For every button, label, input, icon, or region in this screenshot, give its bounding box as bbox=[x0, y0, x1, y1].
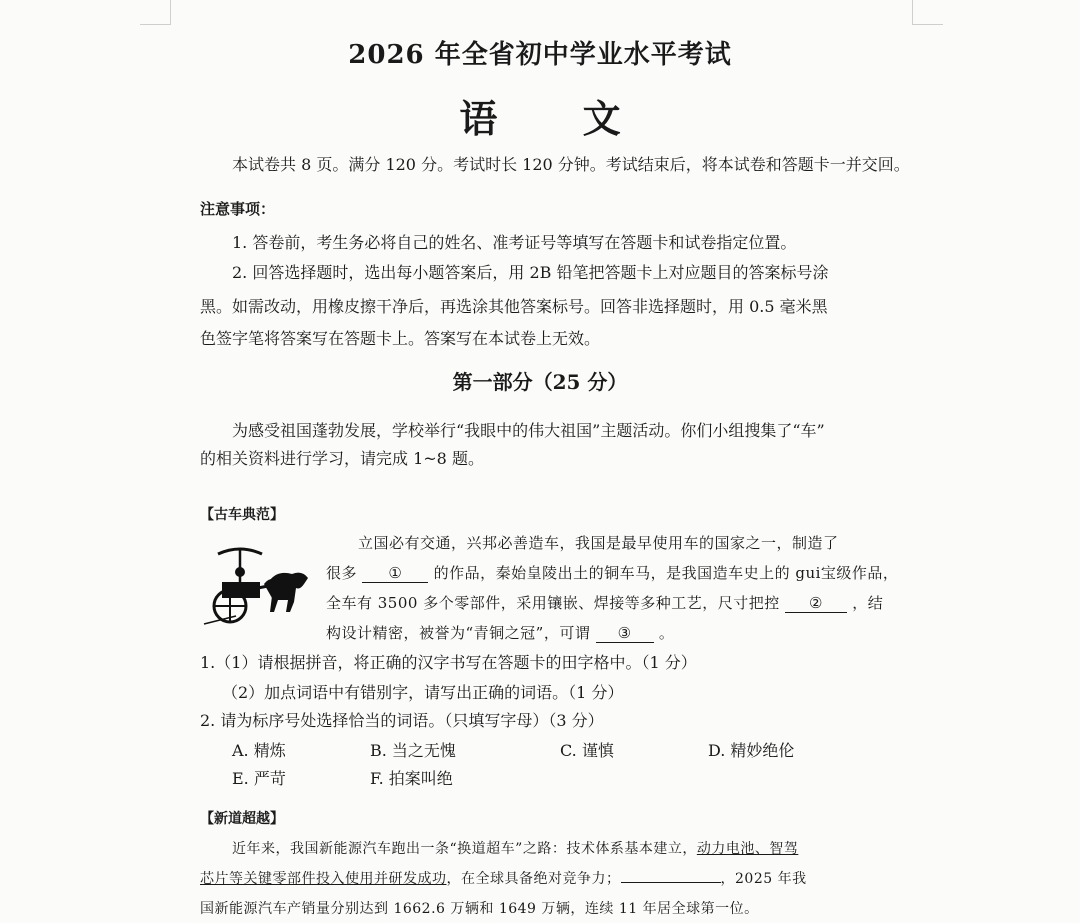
activity-line-1: 为感受祖国蓬勃发展，学校举行“我眼中的伟大祖国”主题活动。你们小组搜集了“车” bbox=[232, 421, 825, 440]
blank-2: ② bbox=[785, 594, 847, 613]
new-road-line-1-start: 近年来，我国新能源汽车跑出一条“换道超车”之路：技术体系基本建立， bbox=[232, 841, 697, 857]
new-road-line-2-end: ，2025 年我 bbox=[720, 871, 807, 887]
subject-title: 语 文 bbox=[459, 96, 657, 141]
crop-mark-left bbox=[140, 0, 171, 25]
new-road-line-1-underlined: 动力电池、智驾 bbox=[696, 841, 799, 857]
option-a: A. 精炼 bbox=[232, 741, 286, 760]
question-1-part-1: 1.（1）请根据拼音，将正确的汉字书写在答题卡的田字格中。（1 分） bbox=[200, 653, 697, 672]
exam-title: 2026 年全省初中学业水平考试 bbox=[348, 40, 732, 70]
section-title: 第一部分（25 分） bbox=[452, 370, 628, 394]
question-2: 2. 请为标序号处选择恰当的词语。（只填写字母）（3 分） bbox=[200, 711, 604, 730]
notes-item-2-line-2: 黑。如需改动，用橡皮擦干净后，再选涂其他答案标号。回答非选择题时，用 0.5 毫米黑 bbox=[200, 297, 828, 316]
ancient-line-2-end: 的作品，秦始皇陵出土的铜车马，是我国造车史上的 gui宝级作品， bbox=[433, 564, 899, 582]
option-b: B. 当之无愧 bbox=[370, 741, 456, 760]
notes-heading: 注意事项： bbox=[200, 200, 276, 218]
bronze-chariot-illustration bbox=[200, 540, 315, 630]
new-road-line-2-middle: ，在全球具备绝对竞争力； bbox=[446, 871, 621, 887]
new-road-line-2-underlined: 芯片等关键零部件投入使用并研发成功 bbox=[200, 871, 447, 887]
ancient-line-2 bbox=[326, 562, 898, 583]
notes-item-2-line-3: 色签字笔将答案写在答题卡上。答案写在本试卷上无效。 bbox=[200, 329, 601, 348]
option-f: F. 拍案叫绝 bbox=[370, 769, 453, 788]
ancient-line-1: 立国必有交通，兴邦必善造车，我国是最早使用车的国家之一，制造了 bbox=[358, 534, 839, 552]
notes-item-1: 1. 答卷前，考生务必将自己的姓名、准考证号等填写在答题卡和试卷指定位置。 bbox=[232, 233, 797, 252]
new-road-line-2 bbox=[200, 868, 807, 888]
ancient-line-3-start: 全车有 3500 多个零部件，采用镶嵌、焊接等多种工艺，尺寸把控 bbox=[326, 594, 780, 612]
ancient-line-4-end: 。 bbox=[658, 624, 675, 642]
ancient-line-4 bbox=[326, 622, 674, 643]
crop-mark-right bbox=[912, 0, 943, 25]
ancient-heading: 【古车典范】 bbox=[200, 507, 284, 523]
ancient-line-3-end: ，结 bbox=[852, 594, 884, 612]
activity-line-2: 的相关资料进行学习，请完成 1~8 题。 bbox=[200, 449, 484, 468]
notes-item-2-line-1: 2. 回答选择题时，选出每小题答案后，用 2B 铅笔把答题卡上对应题目的答案标号涂 bbox=[232, 263, 829, 282]
question-1-part-2: （2）加点词语中有错别字，请写出正确的词语。（1 分） bbox=[222, 683, 624, 702]
new-road-line-1 bbox=[232, 838, 798, 858]
answer-blank bbox=[621, 882, 721, 883]
ancient-line-4-start: 构设计精密，被誉为“青铜之冠”，可谓 bbox=[326, 624, 591, 642]
new-road-heading: 【新道超越】 bbox=[200, 811, 284, 827]
option-c: C. 谨慎 bbox=[560, 741, 614, 760]
option-d: D. 精妙绝伦 bbox=[708, 741, 795, 760]
ancient-line-3 bbox=[326, 592, 883, 613]
blank-3: ③ bbox=[596, 624, 654, 643]
option-e: E. 严苛 bbox=[232, 769, 286, 788]
ancient-line-2-start: 很多 bbox=[326, 564, 358, 582]
blank-1: ① bbox=[362, 564, 428, 583]
new-road-line-3: 国新能源汽车产销量分别达到 1662.6 万辆和 1649 万辆，连续 11 年居全球第一位。 bbox=[200, 901, 759, 917]
intro-text: 本试卷共 8 页。满分 120 分。考试时长 120 分钟。考试结束后，将本试卷和答题卡一并交回。 bbox=[232, 155, 910, 174]
